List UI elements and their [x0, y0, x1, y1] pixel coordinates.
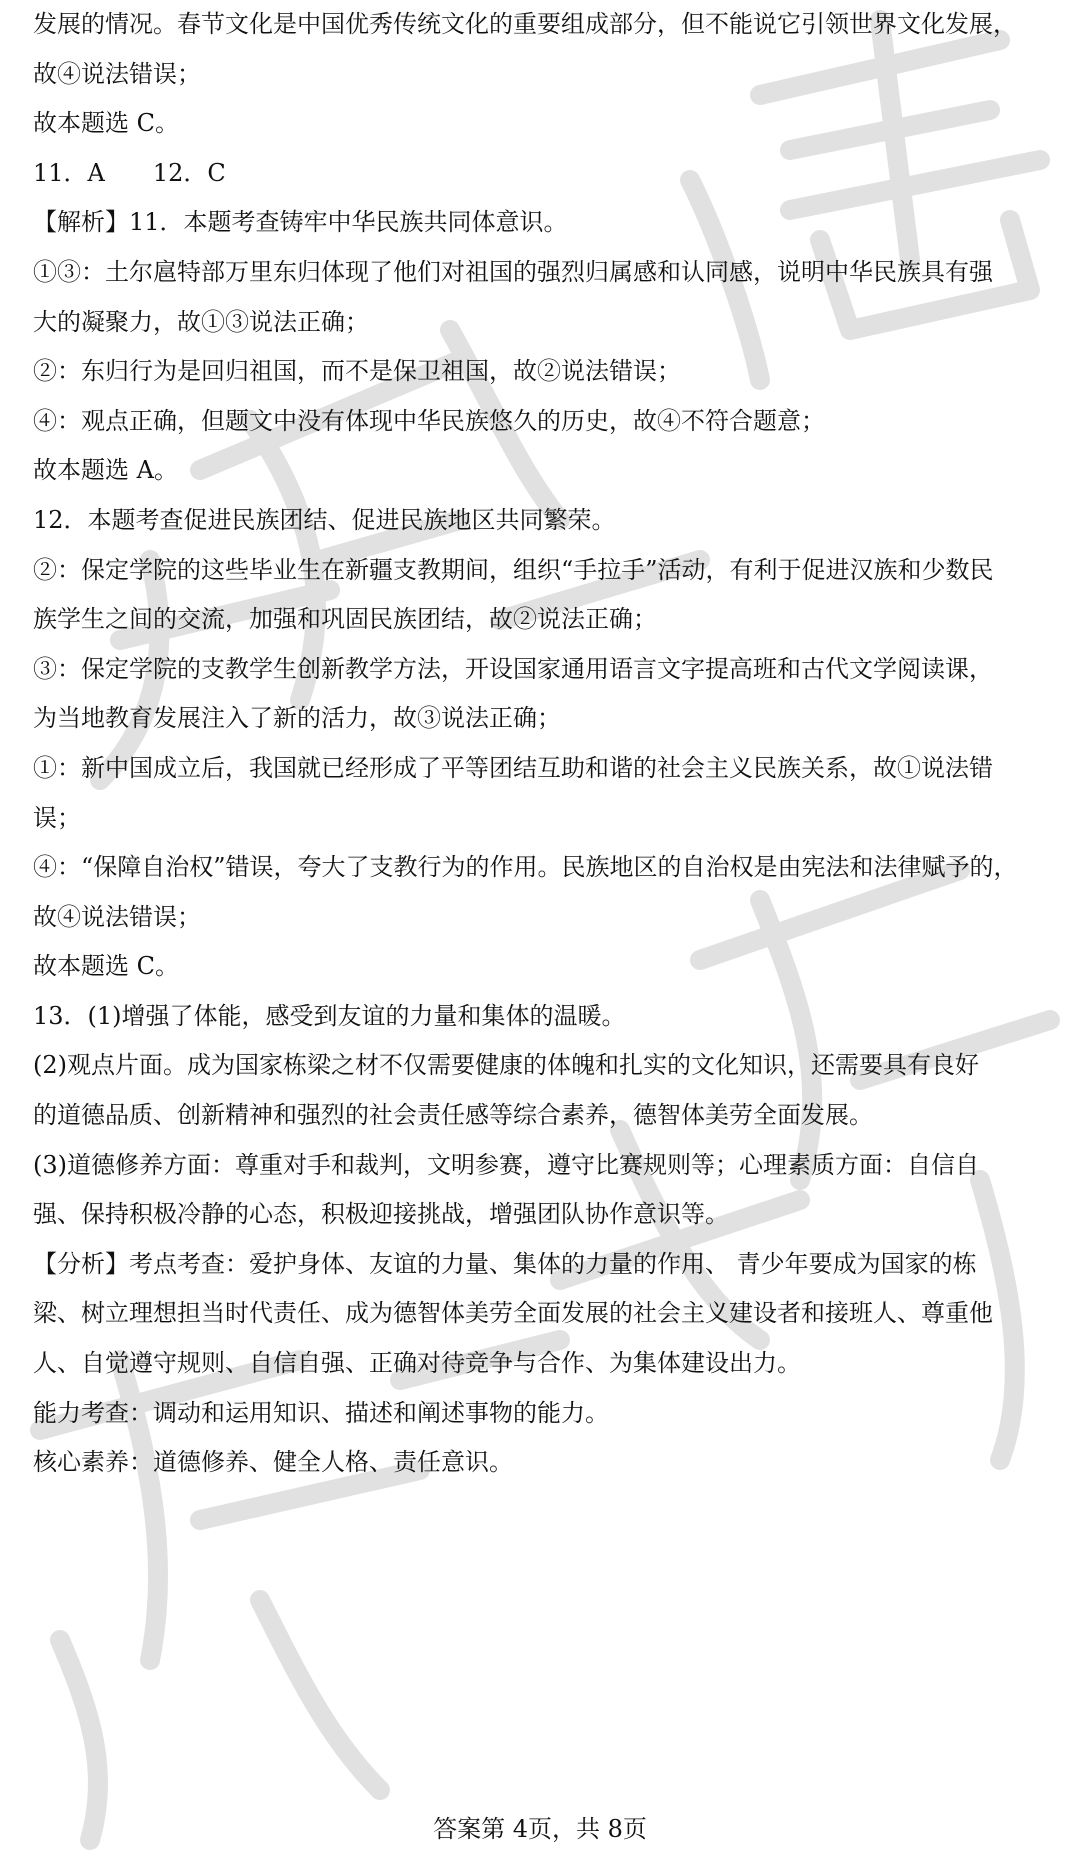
text-line: 故④说法错误； [33, 902, 201, 931]
text-line: ①：新中国成立后，我国就已经形成了平等团结互助和谐的社会主义民族关系，故①说法错 [33, 753, 993, 782]
answer-text-body [33, 10, 1053, 1477]
text-line: 发展的情况。春节文化是中国优秀传统文化的重要组成部分，但不能说它引领世界文化发展， [33, 10, 1017, 38]
analysis-heading-line: 【解析】11．本题考查铸牢中华民族共同体意识。 [33, 208, 568, 237]
text-line: 能力考查：调动和运用知识、描述和阐述事物的能力。 [33, 1398, 609, 1427]
text-line: 的道德品质、创新精神和强烈的社会责任感等综合素养，德智体美劳全面发展。 [33, 1101, 873, 1130]
text-line: (2)观点片面。成为国家栋梁之材不仅需要健康的体魄和扎实的文化知识，还需要具有良好 [33, 1051, 979, 1080]
text-line: (3)道德修养方面：尊重对手和裁判，文明参赛，遵守比赛规则等；心理素质方面：自信自 [33, 1150, 979, 1179]
text-line: ②：东归行为是回归祖国，而不是保卫祖国，故②说法错误； [33, 357, 681, 386]
text-line: 族学生之间的交流，加强和巩固民族团结，故②说法正确； [33, 605, 657, 634]
text-line: 核心素养：道德修养、健全人格、责任意识。 [33, 1448, 513, 1477]
text-line: 梁、树立理想担当时代责任、成为德智体美劳全面发展的社会主义建设者和接班人、尊重他 [33, 1299, 993, 1328]
text-line: 强、保持积极冷静的心态，积极迎接挑战，增强团队协作意识等。 [33, 1200, 729, 1229]
page-footer: 答案第 4页，共 8页 [433, 1815, 647, 1843]
text-line: ②：保定学院的这些毕业生在新疆支教期间，组织“手拉手”活动，有利于促进汉族和少数民 [33, 555, 994, 584]
text-line: 人、自觉遵守规则、自信自强、正确对待竞争与合作、为集体建设出力。 [33, 1349, 801, 1378]
text-line: 故本题选 C。 [33, 952, 179, 981]
text-line: 故④说法错误； [33, 59, 201, 88]
text-line: ④：观点正确，但题文中没有体现中华民族悠久的历史，故④不符合题意； [33, 406, 825, 435]
text-line: 为当地教育发展注入了新的活力，故③说法正确； [33, 704, 561, 733]
question-13-answer-line: 13．(1)增强了体能，感受到友谊的力量和集体的温暖。 [33, 1001, 626, 1030]
text-line: ④：“保障自治权”错误，夸大了支教行为的作用。民族地区的自治权是由宪法和法律赋予的， [33, 853, 1018, 882]
analysis-section-line: 【分析】考点考查：爱护身体、友谊的力量、集体的力量的作用、 青少年要成为国家的栋 [33, 1249, 977, 1278]
text-line: ③：保定学院的支教学生创新教学方法，开设国家通用语言文字提高班和古代文学阅读课， [33, 654, 993, 683]
text-line: 误； [33, 803, 81, 832]
text-line: 故本题选 C。 [33, 109, 179, 138]
text-line: 12．本题考查促进民族团结、促进民族地区共同繁荣。 [33, 505, 616, 534]
text-line: 大的凝聚力，故①③说法正确； [33, 307, 369, 336]
answer-key-line: 11．A 12．C [33, 158, 226, 187]
text-line: 故本题选 A。 [33, 456, 178, 485]
text-line: ①③：土尔扈特部万里东归体现了他们对祖国的强烈归属感和认同感，说明中华民族具有强 [33, 257, 993, 286]
